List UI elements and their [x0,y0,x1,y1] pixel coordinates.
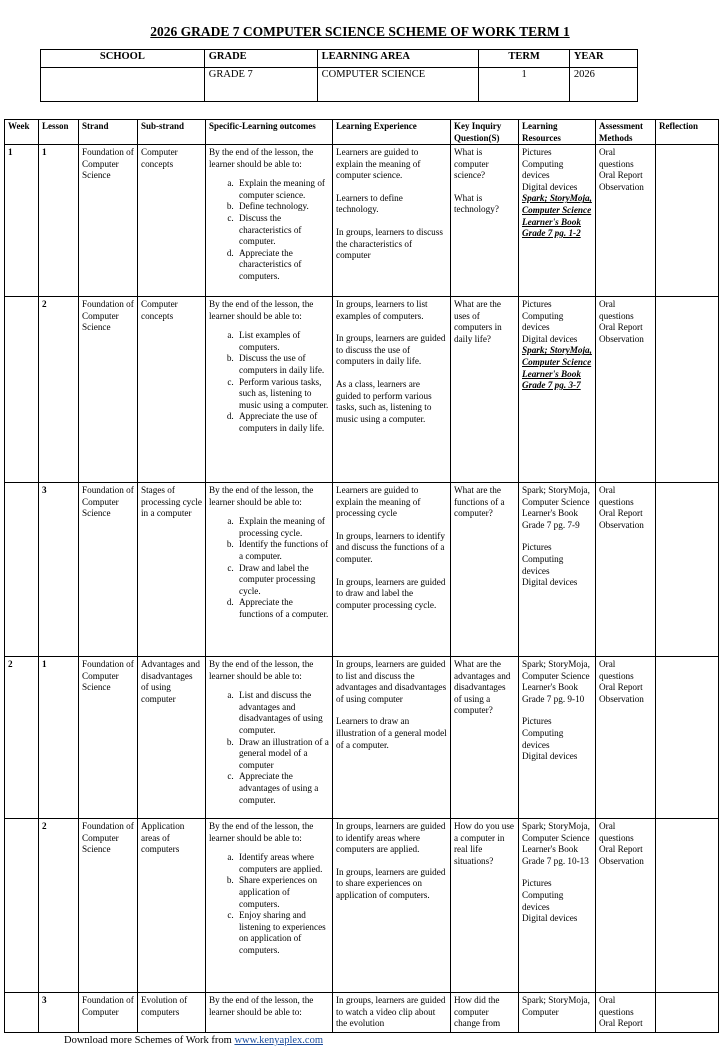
inquiry-item: How did the computer change from [454,995,501,1029]
assessment-item: Oral Report [599,508,643,519]
col-resources: Learning Resources [519,120,596,145]
resource-item: Computing devices [522,889,564,912]
experience-item: In groups, learners to list examples of computers. [336,299,428,321]
resource-item: Digital devices [522,577,578,588]
assessment-item: Observation [599,181,644,192]
resource-book: Spark; StoryMoja, Computer Science Learner's Book Grade 7 pg. 9-10 [522,659,590,704]
resource-item: Digital devices [522,751,578,762]
table-row [5,993,719,1033]
year-value: 2026 [569,68,637,102]
lesson-cell: 2 [39,819,79,993]
inquiry-cell [451,657,519,819]
inquiry-item: What are the functions of a computer? [454,485,505,519]
year-header: YEAR [569,50,637,68]
grade-header: GRADE [204,50,317,68]
resource-item: Pictures [522,299,552,309]
assessment-item: Observation [599,693,644,704]
assessment-item: Oral questions [599,299,634,321]
reflection-cell [656,483,719,657]
assessment-cell [596,297,656,483]
assessment-cell [596,819,656,993]
term-header: TERM [479,50,570,68]
assessment-item: Oral Report [599,682,643,693]
outcome-item: a. List and discuss the advantages and disadvantages of using computer. [236,690,329,736]
outcome-item: c. Perform various tasks, such as, listening to music using a computer. [236,377,329,412]
inquiry-item: What are the uses of computers in daily life? [454,299,502,344]
week-cell [5,819,39,993]
resource-book: Spark; StoryMoja, Computer Science Learner's Book Grade 7 pg. 10-13 [522,821,590,866]
lesson-cell: 3 [39,993,79,1033]
week-cell [5,297,39,483]
resources-cell [519,819,596,993]
outcomes-list [209,516,329,620]
experience-cell [333,297,451,483]
col-lesson: Lesson [39,120,79,145]
outcomes-intro: By the end of the lesson, the learner should be able to: [209,659,314,681]
substrand-cell: Computer concepts [138,145,206,297]
outcome-item: b. Define technology. [236,201,329,213]
experience-cell [333,483,451,657]
experience-item: As a class, learners are guided to perform various tasks, such as, listening to music using a computer. [336,378,432,424]
col-outcomes: Specific-Learning outcomes [206,120,333,145]
inquiry-cell [451,819,519,993]
outcome-item: a. Identify areas where computers are applied. [236,852,329,875]
resource-item: Digital devices [522,913,578,924]
outcomes-cell [206,993,333,1033]
experience-item: Learners are guided to explain the meaning of processing cycle [336,485,421,519]
experience-item: In groups, learners to identify and discuss the functions of a computer. [336,530,445,564]
outcomes-intro: By the end of the lesson, the learner should be able to: [209,995,314,1017]
scheme-of-work-table [4,119,719,1033]
outcome-item: a. Explain the meaning of computer science. [236,178,329,201]
col-assessment: Assessment Methods [596,120,656,145]
experience-cell [333,993,451,1033]
col-week: Week [5,120,39,145]
col-strand: Strand [79,120,138,145]
outcomes-list [209,178,329,282]
inquiry-cell [451,483,519,657]
substrand-cell: Application areas of computers [138,819,206,993]
week-cell: 1 [5,145,39,297]
outcome-item: b. Identify the functions of a computer. [236,539,329,562]
assessment-cell [596,145,656,297]
outcomes-intro: By the end of the lesson, the learner should be able to: [209,147,314,169]
substrand-cell: Evolution of computers [138,993,206,1033]
footer-link[interactable]: www.kenyaplex.com [234,1035,323,1046]
resources-cell [519,145,596,297]
table-row [5,145,719,297]
resources-cell [519,657,596,819]
week-cell [5,483,39,657]
assessment-cell [596,483,656,657]
outcome-item: a. Explain the meaning of processing cycle. [236,516,329,539]
outcomes-cell [206,297,333,483]
table-header-row [5,120,719,145]
resources-cell [519,297,596,483]
experience-cell [333,819,451,993]
week-cell: 2 [5,657,39,819]
outcome-item: c. Discuss the characteristics of computer. [236,213,329,248]
footer [64,1035,323,1046]
substrand-cell: Advantages and disadvantages of using computer [138,657,206,819]
outcomes-list [209,690,329,806]
assessment-item: Observation [599,519,644,530]
assessment-item: Observation [599,333,644,344]
assessment-item: Oral questions [599,659,634,681]
inquiry-cell [451,297,519,483]
resource-item: Computing devices [522,553,564,576]
resources-cell [519,483,596,657]
resource-item: Digital devices [522,333,578,344]
experience-cell [333,657,451,819]
resources-cell [519,993,596,1033]
outcomes-cell [206,657,333,819]
resource-item: Pictures [522,878,552,889]
experience-item: In groups, learners are guided to list and discuss the advantages and disadvantages of using computer [336,659,447,704]
substrand-cell: Stages of processing cycle in a computer [138,483,206,657]
assessment-item: Oral Report [599,844,643,855]
outcome-item: b. Draw an illustration of a general model of a computer [236,737,329,772]
experience-item: Learners to define technology. [336,192,403,215]
assessment-cell [596,657,656,819]
school-value [41,68,205,102]
strand-cell: Foundation of Computer Science [79,657,138,819]
assessment-item: Observation [599,855,644,866]
strand-cell: Foundation of Computer Science [79,297,138,483]
reflection-cell [656,819,719,993]
reflection-cell [656,145,719,297]
table-row [5,483,719,657]
inquiry-item: What is technology? [454,192,499,215]
inquiry-item: How do you use a computer in real life situations? [454,821,514,866]
table-row [5,819,719,993]
strand-cell: Foundation of Computer Science [79,819,138,993]
outcomes-cell [206,483,333,657]
resource-item: Pictures [522,147,552,157]
resource-item: Computing devices [522,727,564,750]
assessment-item: Oral questions [599,821,634,843]
lesson-cell: 1 [39,145,79,297]
resource-item: Pictures [522,542,552,553]
learning-area-header: LEARNING AREA [317,50,479,68]
assessment-item: Oral Report [599,322,643,333]
outcomes-cell [206,145,333,297]
assessment-cell [596,993,656,1033]
document-title: 2026 GRADE 7 COMPUTER SCIENCE SCHEME OF WORK TERM 1 [150,24,570,39]
grade-value: GRADE 7 [204,68,317,102]
outcome-item: c. Enjoy sharing and listening to experiences on application of computers. [236,910,329,956]
resource-book-link[interactable]: Spark; StoryMoja, Computer Science Learner's Book Grade 7 pg. 3-7 [522,345,592,391]
outcome-item: d. Appreciate the functions of a computer. [236,597,329,620]
experience-item: Learners are guided to explain the meaning of computer science. [336,147,421,181]
term-value: 1 [479,68,570,102]
resource-item: Digital devices [522,181,578,192]
inquiry-cell [451,993,519,1033]
resource-item: Computing devices [522,158,564,181]
col-substrand: Sub-strand [138,120,206,145]
strand-cell: Foundation of Computer Science [79,483,138,657]
table-row [5,657,719,819]
outcome-item: a. List examples of computers. [236,330,329,353]
assessment-item: Oral Report [599,170,643,181]
inquiry-item: What is computer science? [454,147,489,181]
col-inquiry: Key Inquiry Question(S) [451,120,519,145]
outcomes-list [209,852,329,956]
substrand-cell: Computer concepts [138,297,206,483]
outcome-item: d. Appreciate the use of computers in daily life. [236,411,329,434]
resource-item: Computing devices [522,310,564,333]
col-experience: Learning Experience [333,120,451,145]
outcome-item: d. Appreciate the characteristics of computers. [236,248,329,283]
experience-item: Learners to draw an illustration of a general model of a computer. [336,716,447,750]
footer-text: Download more Schemes of Work from [64,1035,232,1046]
experience-item: In groups, learners are guided to discuss the use of computers in daily life. [336,333,446,367]
outcome-item: b. Discuss the use of computers in daily life. [236,353,329,376]
school-header: SCHOOL [41,50,205,68]
outcomes-intro: By the end of the lesson, the learner should be able to: [209,821,314,843]
resource-book-link[interactable]: Spark; StoryMoja, Computer Science Learner's Book Grade 7 pg. 1-2 [522,193,592,239]
table-row [5,297,719,483]
outcome-item: c. Draw and label the computer processing cycle. [236,563,329,598]
experience-item: In groups, learners are guided to share experiences on application of computers. [336,866,446,900]
reflection-cell [656,993,719,1033]
resource-book: Spark; StoryMoja, Computer [522,995,590,1017]
strand-cell: Foundation of Computer [79,993,138,1033]
reflection-cell [656,657,719,819]
outcome-item: c. Appreciate the advantages of using a computer. [236,771,329,806]
col-reflection: Reflection [656,120,719,145]
inquiry-item: What are the advantages and disadvantages of using a computer? [454,659,511,716]
outcomes-list [209,330,329,434]
outcomes-cell [206,819,333,993]
experience-item: In groups, learners are guided to identify areas where computers are applied. [336,821,446,855]
assessment-item: Oral Report [599,1018,643,1029]
outcomes-intro: By the end of the lesson, the learner should be able to: [209,299,314,321]
reflection-cell [656,297,719,483]
outcome-item: b. Share experiences on application of computers. [236,875,329,910]
lesson-cell: 1 [39,657,79,819]
experience-cell [333,145,451,297]
lesson-cell: 2 [39,297,79,483]
experience-item: In groups, learners are guided to draw and label the computer processing cycle. [336,576,446,610]
inquiry-cell [451,145,519,297]
resource-book: Spark; StoryMoja, Computer Science Learner's Book Grade 7 pg. 7-9 [522,485,590,530]
resource-item: Pictures [522,716,552,727]
week-cell [5,993,39,1033]
assessment-item: Oral questions [599,485,634,507]
assessment-item: Oral questions [599,147,634,169]
school-info-table [40,49,638,102]
experience-item: In groups, learners are guided to watch a video clip about the evolution [336,995,446,1029]
strand-cell: Foundation of Computer Science [79,145,138,297]
lesson-cell: 3 [39,483,79,657]
assessment-item: Oral questions [599,995,634,1017]
learning-area-value: COMPUTER SCIENCE [317,68,479,102]
outcomes-intro: By the end of the lesson, the learner should be able to: [209,485,314,507]
experience-item: In groups, learners to discuss the characteristics of computer [336,226,443,261]
